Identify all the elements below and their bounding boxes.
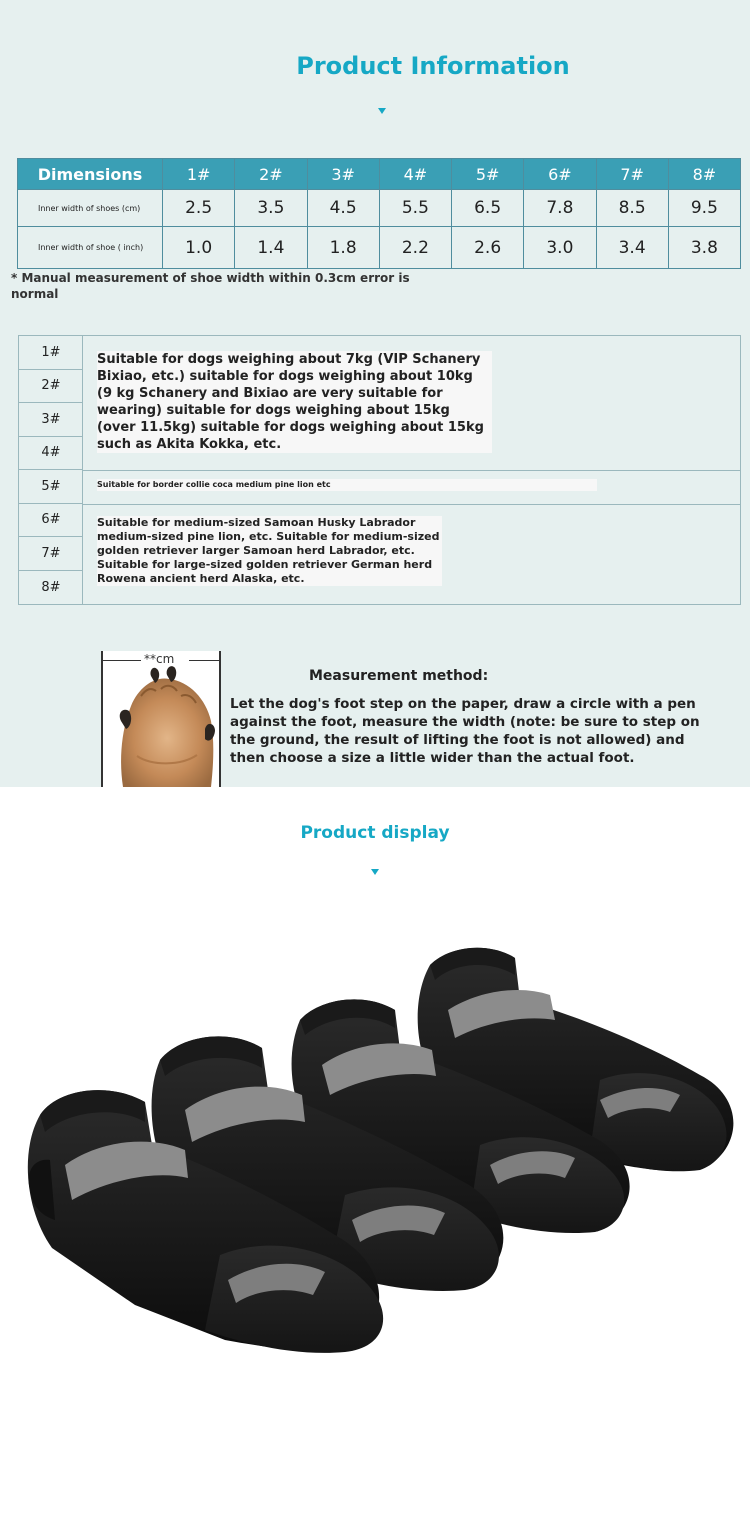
suitability-desc: Suitable for border collie coca medium pine lion etc <box>97 479 597 491</box>
divider <box>83 504 741 505</box>
boot-photo <box>0 890 750 1490</box>
table-cell: 2.5 <box>163 190 235 227</box>
table-cell: 8.5 <box>596 190 668 227</box>
size-cell: 8# <box>41 579 61 595</box>
header-cell: 4# <box>379 159 451 190</box>
table-cell: 1.4 <box>235 227 307 269</box>
suitability-desc: Suitable for dogs weighing about 7kg (VIP Schanery Bixiao, etc.) suitable for dogs weighing about 10kg (9 kg Schanery and Bixiao are very suitable for wearing) suitable for dogs weighing about 15kg (over 11.5kg) suitable for dogs weighing about 15kg such as Akita Kokka, etc. <box>97 351 492 453</box>
header-cell: 3# <box>307 159 379 190</box>
size-table <box>17 158 741 269</box>
header-cell: 1# <box>163 159 235 190</box>
scale-label: **cm <box>144 652 175 666</box>
size-table-header <box>18 159 741 190</box>
size-cell: 5# <box>19 470 83 504</box>
table-cell: 5.5 <box>379 190 451 227</box>
header-cell: Dimensions <box>18 159 163 190</box>
triangle-down-icon <box>378 108 386 114</box>
table-cell: 9.5 <box>668 190 740 227</box>
header-cell: 6# <box>524 159 596 190</box>
display-title: Product display <box>300 823 450 843</box>
scale-line <box>219 651 221 787</box>
triangle-down-icon <box>371 869 379 875</box>
measurement-title: Measurement method: <box>309 668 489 684</box>
suitability-desc: Suitable for medium-sized Samoan Husky Labrador medium-sized pine lion, etc. Suitable for medium-sized golden retriever larger Samoan herd Labrador, etc. Suitable for large-sized golden retriever German herd Rowena ancient herd Alaska, etc. <box>97 516 442 586</box>
table-cell: 7.8 <box>524 190 596 227</box>
row-label: Inner width of shoes (cm) <box>18 190 163 227</box>
measurement-note: * Manual measurement of shoe width within 0.3cm error is normal <box>11 271 410 301</box>
paw-photo <box>101 651 221 787</box>
table-cell: 3.0 <box>524 227 596 269</box>
table-cell: 1.0 <box>163 227 235 269</box>
table-cell: 3.5 <box>235 190 307 227</box>
measurement-text: Let the dog's foot step on the paper, draw a circle with a pen against the foot, measure the width (note: be sure to step on the ground, the result of lifting the foot is not allowed) and then choose a size a little wider than the actual foot. <box>230 696 700 766</box>
boots-illustration <box>0 890 750 1490</box>
scale-line <box>189 660 219 661</box>
table-cell: 6.5 <box>452 190 524 227</box>
size-cell: 4# <box>19 437 83 471</box>
header-cell: 8# <box>668 159 740 190</box>
suitability-table <box>18 335 741 605</box>
scale-line <box>101 651 103 787</box>
table-row <box>18 190 741 227</box>
divider <box>83 470 741 471</box>
table-cell: 2.6 <box>452 227 524 269</box>
table-cell: 3.8 <box>668 227 740 269</box>
header-cell: 7# <box>596 159 668 190</box>
size-cell: 1# <box>19 336 83 370</box>
paw-illustration <box>101 651 221 787</box>
table-cell: 2.2 <box>379 227 451 269</box>
header-cell: 2# <box>235 159 307 190</box>
size-cell: 3# <box>19 403 83 437</box>
header-cell: 5# <box>452 159 524 190</box>
row-label: Inner width of shoe ( inch) <box>18 227 163 269</box>
size-cell: 7# <box>19 537 83 571</box>
table-row <box>18 227 741 269</box>
size-column <box>19 336 83 604</box>
table-cell: 4.5 <box>307 190 379 227</box>
page-title: Product Information <box>296 52 570 80</box>
size-cell: 6# <box>19 504 83 538</box>
size-cell: 2# <box>19 370 83 404</box>
table-cell: 1.8 <box>307 227 379 269</box>
table-cell: 3.4 <box>596 227 668 269</box>
scale-line <box>103 660 141 661</box>
